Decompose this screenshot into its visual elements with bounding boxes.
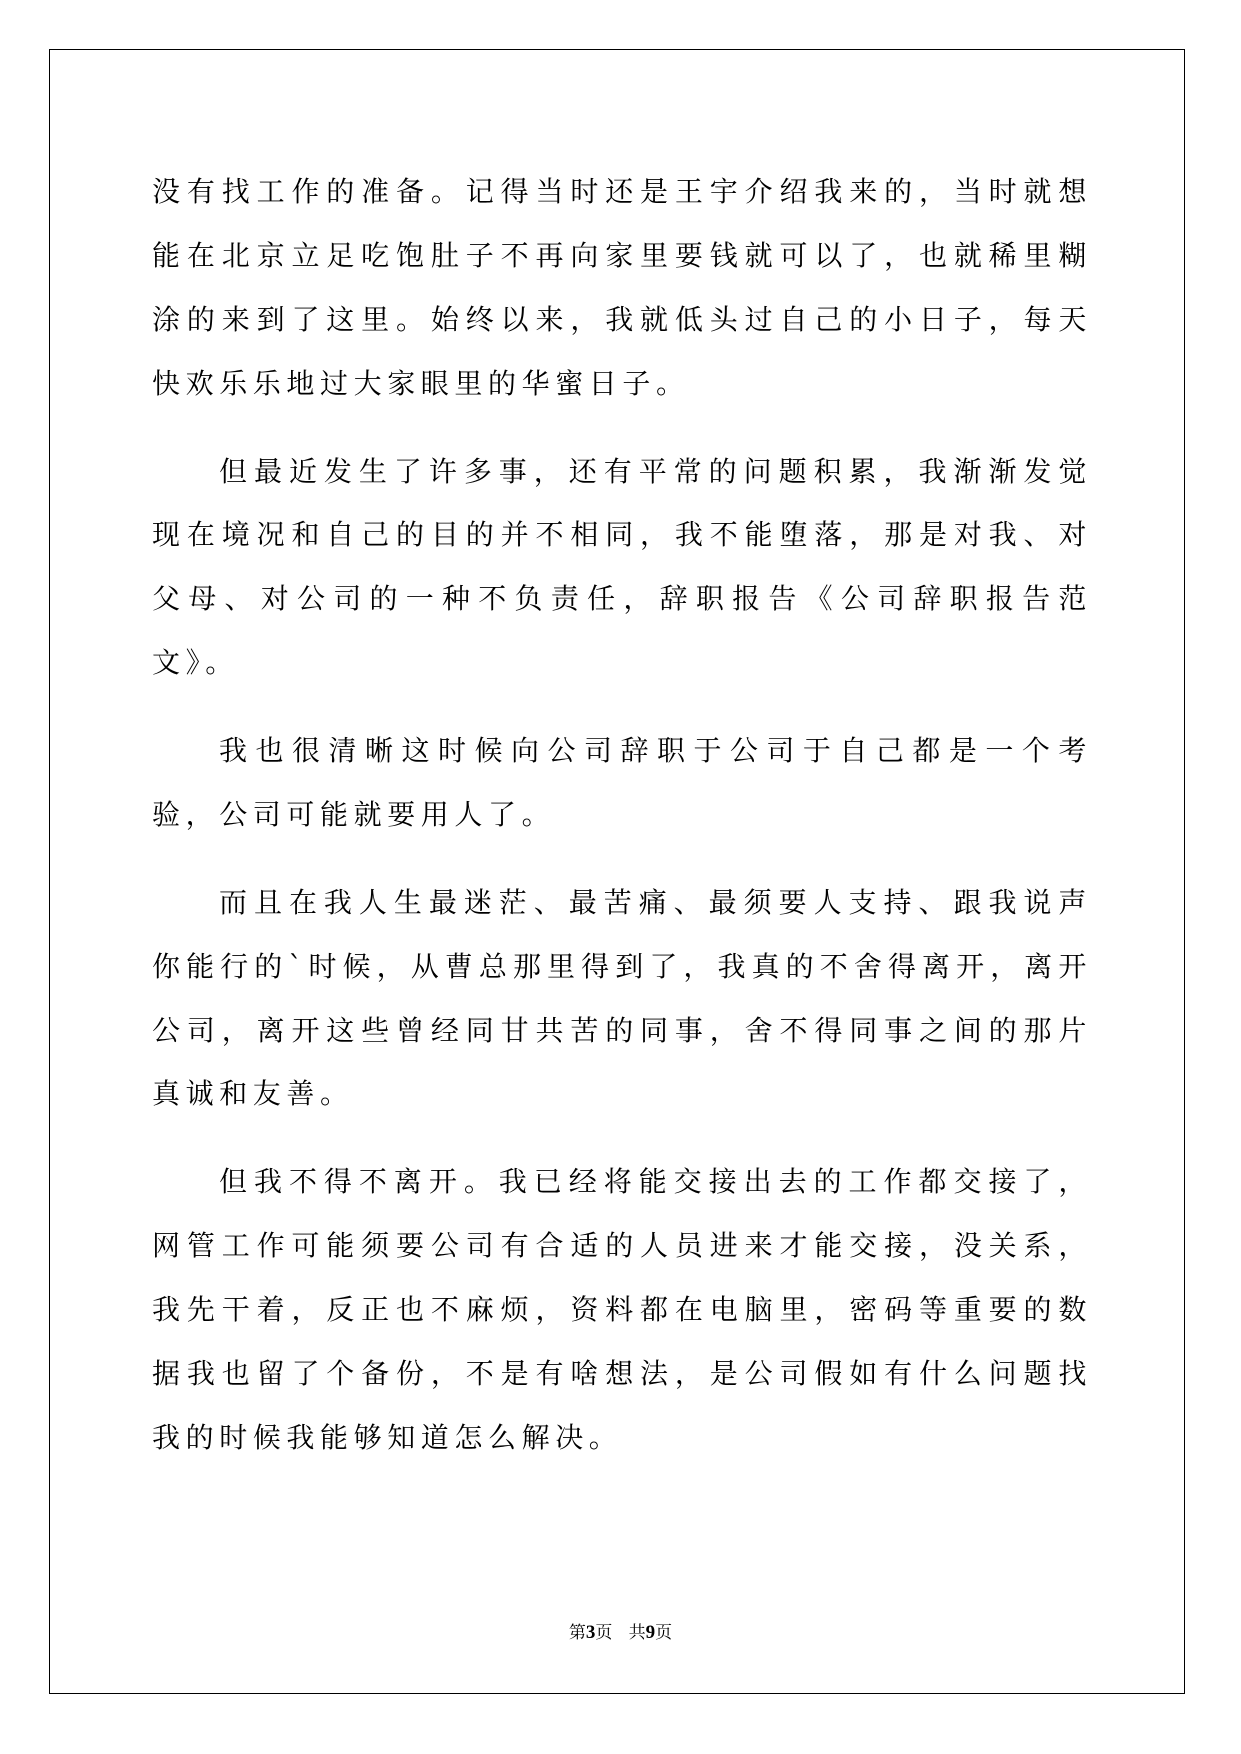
page-suffix: 页 [595,1623,613,1643]
paragraph-2: 但最近发生了许多事，还有平常的问题积累，我渐渐发觉现在境况和自己的目的并不相同，我不能堕落，那是对我、对父母、对公司的一种不负责任，辞职报告《公司辞职报告范文》。 [152,454,1092,680]
total-pages: 9 [645,1622,656,1643]
page-prefix: 第 [568,1623,586,1643]
total-suffix: 页 [655,1623,673,1643]
page-number: 3 [585,1622,596,1643]
paragraph-4: 而且在我人生最迷茫、最苦痛、最须要人支持、跟我说声你能行的`时候，从曹总那里得到了，我真的不舍得离开，离开公司，离开这些曾经同甘共苦的同事，舍不得同事之间的那片真诚和友善。 [152,885,1092,1111]
page-footer [0,1623,1241,1643]
document-body [152,160,1092,1470]
paragraph-3: 我也很清晰这时候向公司辞职于公司于自己都是一个考验，公司可能就要用人了。 [152,734,1092,831]
paragraph-5: 但我不得不离开。我已经将能交接出去的工作都交接了，网管工作可能须要公司有合适的人员进来才能交接，没关系，我先干着，反正也不麻烦，资料都在电脑里，密码等重要的数据我也留了个备份，不是有啥想法，是公司假如有什么问题找我的时候我能够知道怎么解决。 [152,1165,1092,1454]
total-prefix: 共 [628,1623,646,1643]
paragraph-1: 没有找工作的准备。记得当时还是王宇介绍我来的，当时就想能在北京立足吃饱肚子不再向家里要钱就可以了，也就稀里糊涂的来到了这里。始终以来，我就低头过自己的小日子，每天快欢乐乐地过大家眼里的华蜜日子。 [152,175,1092,400]
